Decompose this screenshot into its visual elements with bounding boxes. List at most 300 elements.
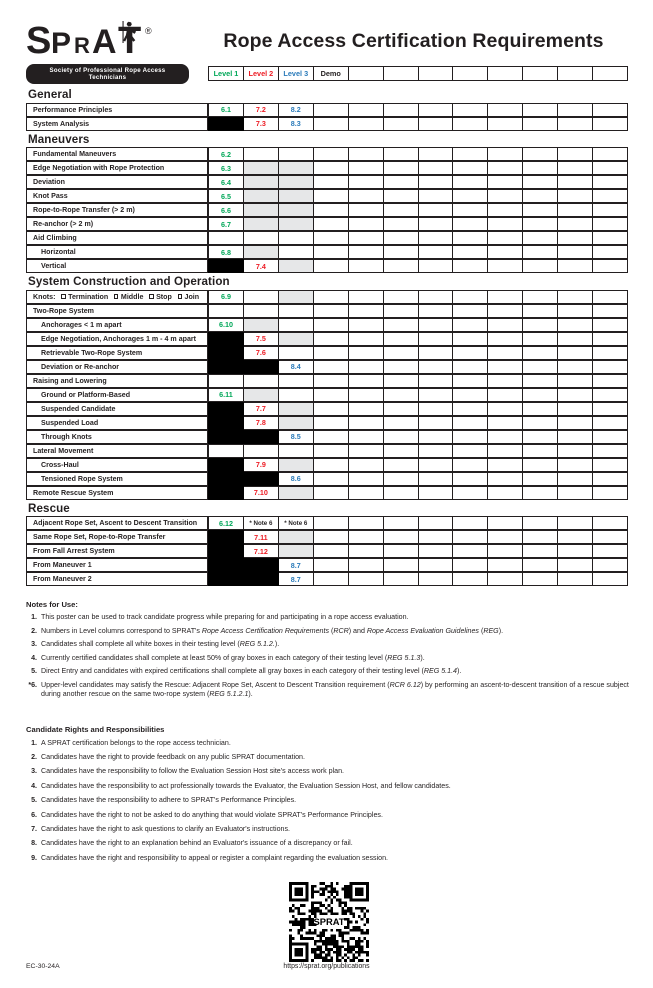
requirement-cell[interactable] <box>488 203 523 217</box>
requirement-cell[interactable] <box>593 516 628 530</box>
requirement-cell[interactable] <box>419 203 454 217</box>
requirement-cell[interactable] <box>314 374 349 388</box>
requirement-cell[interactable] <box>593 402 628 416</box>
requirement-cell[interactable] <box>384 117 419 131</box>
requirement-cell[interactable] <box>208 430 244 444</box>
requirement-cell[interactable] <box>244 486 279 500</box>
requirement-cell[interactable] <box>208 175 244 189</box>
requirement-cell[interactable] <box>244 360 279 374</box>
requirement-cell[interactable] <box>384 290 419 304</box>
requirement-cell[interactable] <box>488 175 523 189</box>
requirement-cell[interactable] <box>558 486 593 500</box>
requirement-cell[interactable] <box>384 458 419 472</box>
requirement-cell[interactable] <box>558 147 593 161</box>
requirement-cell[interactable] <box>558 458 593 472</box>
requirement-cell[interactable] <box>208 374 244 388</box>
column-header-blank-11[interactable] <box>593 66 628 81</box>
requirement-cell[interactable] <box>314 103 349 117</box>
requirement-cell[interactable] <box>558 572 593 586</box>
requirement-cell[interactable] <box>488 217 523 231</box>
requirement-cell[interactable] <box>349 304 384 318</box>
requirement-cell[interactable] <box>593 416 628 430</box>
requirement-cell[interactable] <box>558 430 593 444</box>
requirement-cell[interactable] <box>523 572 558 586</box>
requirement-cell[interactable] <box>208 472 244 486</box>
requirement-cell[interactable] <box>593 231 628 245</box>
requirement-cell[interactable] <box>314 544 349 558</box>
requirement-cell[interactable] <box>523 416 558 430</box>
requirement-cell[interactable] <box>244 516 279 530</box>
requirement-cell[interactable] <box>314 161 349 175</box>
requirement-cell[interactable] <box>314 189 349 203</box>
requirement-cell[interactable] <box>593 444 628 458</box>
requirement-cell[interactable] <box>208 245 244 259</box>
requirement-cell[interactable] <box>453 332 488 346</box>
requirement-cell[interactable] <box>279 259 314 273</box>
requirement-cell[interactable] <box>488 245 523 259</box>
requirement-cell[interactable] <box>384 486 419 500</box>
requirement-cell[interactable] <box>279 117 314 131</box>
requirement-cell[interactable] <box>593 558 628 572</box>
requirement-cell[interactable] <box>419 486 454 500</box>
requirement-cell[interactable] <box>488 147 523 161</box>
requirement-cell[interactable] <box>349 360 384 374</box>
requirement-cell[interactable] <box>453 486 488 500</box>
requirement-cell[interactable] <box>208 530 244 544</box>
requirement-cell[interactable] <box>558 332 593 346</box>
requirement-cell[interactable] <box>453 444 488 458</box>
requirement-cell[interactable] <box>384 402 419 416</box>
requirement-cell[interactable] <box>523 304 558 318</box>
column-header-level-3[interactable] <box>279 66 314 81</box>
requirement-cell[interactable] <box>208 544 244 558</box>
requirement-cell[interactable] <box>419 189 454 203</box>
requirement-cell[interactable] <box>244 231 279 245</box>
requirement-cell[interactable] <box>244 304 279 318</box>
requirement-cell[interactable] <box>488 346 523 360</box>
requirement-cell[interactable] <box>384 558 419 572</box>
requirement-cell[interactable] <box>488 458 523 472</box>
requirement-cell[interactable] <box>488 416 523 430</box>
requirement-cell[interactable] <box>208 572 244 586</box>
requirement-cell[interactable] <box>453 203 488 217</box>
requirement-cell[interactable] <box>349 572 384 586</box>
requirement-cell[interactable] <box>208 231 244 245</box>
requirement-cell[interactable] <box>349 117 384 131</box>
requirement-cell[interactable] <box>349 430 384 444</box>
requirement-cell[interactable] <box>419 161 454 175</box>
requirement-cell[interactable] <box>244 175 279 189</box>
column-header-level-2[interactable] <box>244 66 279 81</box>
requirement-cell[interactable] <box>558 290 593 304</box>
requirement-cell[interactable] <box>208 416 244 430</box>
requirement-cell[interactable] <box>349 161 384 175</box>
qr-code-icon[interactable] <box>289 882 369 962</box>
requirement-cell[interactable] <box>523 290 558 304</box>
requirement-cell[interactable] <box>453 558 488 572</box>
requirement-cell[interactable] <box>523 161 558 175</box>
requirement-cell[interactable] <box>593 217 628 231</box>
requirement-cell[interactable] <box>279 458 314 472</box>
requirement-cell[interactable] <box>593 530 628 544</box>
requirement-cell[interactable] <box>558 360 593 374</box>
column-header-blank-5[interactable] <box>384 66 419 81</box>
requirement-cell[interactable] <box>384 318 419 332</box>
requirement-cell[interactable] <box>453 103 488 117</box>
requirement-cell[interactable] <box>244 332 279 346</box>
requirement-cell[interactable] <box>279 318 314 332</box>
requirement-cell[interactable] <box>349 374 384 388</box>
requirement-cell[interactable] <box>558 245 593 259</box>
requirement-cell[interactable] <box>208 147 244 161</box>
requirement-cell[interactable] <box>453 544 488 558</box>
requirement-cell[interactable] <box>453 231 488 245</box>
requirement-cell[interactable] <box>488 388 523 402</box>
requirement-cell[interactable] <box>488 318 523 332</box>
requirement-cell[interactable] <box>279 332 314 346</box>
requirement-cell[interactable] <box>208 189 244 203</box>
requirement-cell[interactable] <box>384 103 419 117</box>
requirement-cell[interactable] <box>384 245 419 259</box>
requirement-cell[interactable] <box>208 360 244 374</box>
requirement-cell[interactable] <box>488 103 523 117</box>
requirement-cell[interactable] <box>384 572 419 586</box>
requirement-cell[interactable] <box>419 304 454 318</box>
requirement-cell[interactable] <box>488 117 523 131</box>
requirement-cell[interactable] <box>419 231 454 245</box>
requirement-cell[interactable] <box>279 486 314 500</box>
requirement-cell[interactable] <box>244 245 279 259</box>
requirement-cell[interactable] <box>558 472 593 486</box>
requirement-cell[interactable] <box>593 161 628 175</box>
requirement-cell[interactable] <box>208 444 244 458</box>
requirement-cell[interactable] <box>349 147 384 161</box>
requirement-cell[interactable] <box>244 416 279 430</box>
requirement-cell[interactable] <box>314 290 349 304</box>
requirement-cell[interactable] <box>593 290 628 304</box>
checkbox-termination[interactable] <box>61 294 65 298</box>
requirement-cell[interactable] <box>279 388 314 402</box>
requirement-cell[interactable] <box>453 402 488 416</box>
requirement-cell[interactable] <box>314 558 349 572</box>
requirement-cell[interactable] <box>453 572 488 586</box>
requirement-cell[interactable] <box>349 516 384 530</box>
requirement-cell[interactable] <box>384 430 419 444</box>
requirement-cell[interactable] <box>593 360 628 374</box>
requirement-cell[interactable] <box>419 472 454 486</box>
requirement-cell[interactable] <box>349 486 384 500</box>
requirement-cell[interactable] <box>593 346 628 360</box>
requirement-cell[interactable] <box>279 472 314 486</box>
requirement-cell[interactable] <box>593 147 628 161</box>
requirement-cell[interactable] <box>279 189 314 203</box>
requirement-cell[interactable] <box>384 444 419 458</box>
requirement-cell[interactable] <box>558 259 593 273</box>
requirement-cell[interactable] <box>384 203 419 217</box>
requirement-cell[interactable] <box>523 245 558 259</box>
requirement-cell[interactable] <box>488 530 523 544</box>
requirement-cell[interactable] <box>279 430 314 444</box>
requirement-cell[interactable] <box>279 245 314 259</box>
requirement-cell[interactable] <box>244 117 279 131</box>
requirement-cell[interactable] <box>244 558 279 572</box>
requirement-cell[interactable] <box>419 332 454 346</box>
requirement-cell[interactable] <box>488 360 523 374</box>
requirement-cell[interactable] <box>419 318 454 332</box>
requirement-cell[interactable] <box>314 231 349 245</box>
requirement-cell[interactable] <box>279 217 314 231</box>
requirement-cell[interactable] <box>523 203 558 217</box>
requirement-cell[interactable] <box>488 472 523 486</box>
requirement-cell[interactable] <box>349 444 384 458</box>
requirement-cell[interactable] <box>279 572 314 586</box>
requirement-cell[interactable] <box>453 458 488 472</box>
requirement-cell[interactable] <box>244 217 279 231</box>
requirement-cell[interactable] <box>488 516 523 530</box>
requirement-cell[interactable] <box>558 304 593 318</box>
requirement-cell[interactable] <box>453 259 488 273</box>
requirement-cell[interactable] <box>314 472 349 486</box>
requirement-cell[interactable] <box>208 458 244 472</box>
requirement-cell[interactable] <box>488 189 523 203</box>
requirement-cell[interactable] <box>244 147 279 161</box>
requirement-cell[interactable] <box>384 147 419 161</box>
requirement-cell[interactable] <box>419 147 454 161</box>
requirement-cell[interactable] <box>279 544 314 558</box>
requirement-cell[interactable] <box>488 558 523 572</box>
requirement-cell[interactable] <box>488 572 523 586</box>
requirement-cell[interactable] <box>279 416 314 430</box>
requirement-cell[interactable] <box>244 189 279 203</box>
requirement-cell[interactable] <box>593 332 628 346</box>
checkbox-middle[interactable] <box>114 294 118 298</box>
requirement-cell[interactable] <box>314 530 349 544</box>
requirement-cell[interactable] <box>208 103 244 117</box>
requirement-cell[interactable] <box>384 259 419 273</box>
requirement-cell[interactable] <box>558 103 593 117</box>
requirement-cell[interactable] <box>314 203 349 217</box>
requirement-cell[interactable] <box>453 318 488 332</box>
requirement-cell[interactable] <box>244 444 279 458</box>
requirement-cell[interactable] <box>314 402 349 416</box>
requirement-cell[interactable] <box>349 458 384 472</box>
requirement-cell[interactable] <box>453 304 488 318</box>
requirement-cell[interactable] <box>558 231 593 245</box>
requirement-cell[interactable] <box>208 290 244 304</box>
requirement-cell[interactable] <box>349 175 384 189</box>
requirement-cell[interactable] <box>453 245 488 259</box>
requirement-cell[interactable] <box>314 458 349 472</box>
requirement-cell[interactable] <box>558 346 593 360</box>
requirement-cell[interactable] <box>488 544 523 558</box>
requirement-cell[interactable] <box>208 203 244 217</box>
requirement-cell[interactable] <box>419 290 454 304</box>
requirement-cell[interactable] <box>593 103 628 117</box>
requirement-cell[interactable] <box>279 203 314 217</box>
requirement-cell[interactable] <box>523 388 558 402</box>
requirement-cell[interactable] <box>208 558 244 572</box>
requirement-cell[interactable] <box>558 444 593 458</box>
requirement-cell[interactable] <box>384 544 419 558</box>
requirement-cell[interactable] <box>384 189 419 203</box>
requirement-cell[interactable] <box>593 259 628 273</box>
requirement-cell[interactable] <box>314 388 349 402</box>
requirement-cell[interactable] <box>244 259 279 273</box>
requirement-cell[interactable] <box>419 175 454 189</box>
requirement-cell[interactable] <box>349 245 384 259</box>
requirement-cell[interactable] <box>384 530 419 544</box>
requirement-cell[interactable] <box>314 304 349 318</box>
column-header-blank-4[interactable] <box>349 66 384 81</box>
requirement-cell[interactable] <box>349 203 384 217</box>
requirement-cell[interactable] <box>279 147 314 161</box>
requirement-cell[interactable] <box>384 161 419 175</box>
requirement-cell[interactable] <box>523 147 558 161</box>
requirement-cell[interactable] <box>208 388 244 402</box>
requirement-cell[interactable] <box>314 516 349 530</box>
requirement-cell[interactable] <box>453 175 488 189</box>
requirement-cell[interactable] <box>314 245 349 259</box>
requirement-cell[interactable] <box>314 346 349 360</box>
requirement-cell[interactable] <box>523 217 558 231</box>
requirement-cell[interactable] <box>488 374 523 388</box>
requirement-cell[interactable] <box>558 558 593 572</box>
requirement-cell[interactable] <box>349 217 384 231</box>
column-header-level-1[interactable] <box>208 66 244 81</box>
requirement-cell[interactable] <box>593 318 628 332</box>
requirement-cell[interactable] <box>384 332 419 346</box>
requirement-cell[interactable] <box>244 103 279 117</box>
requirement-cell[interactable] <box>523 360 558 374</box>
requirement-cell[interactable] <box>349 388 384 402</box>
requirement-cell[interactable] <box>349 231 384 245</box>
requirement-cell[interactable] <box>419 572 454 586</box>
requirement-cell[interactable] <box>349 346 384 360</box>
requirement-cell[interactable] <box>349 544 384 558</box>
requirement-cell[interactable] <box>244 203 279 217</box>
requirement-cell[interactable] <box>523 558 558 572</box>
requirement-cell[interactable] <box>488 444 523 458</box>
requirement-cell[interactable] <box>558 203 593 217</box>
requirement-cell[interactable] <box>453 516 488 530</box>
requirement-cell[interactable] <box>279 304 314 318</box>
requirement-cell[interactable] <box>593 245 628 259</box>
requirement-cell[interactable] <box>593 189 628 203</box>
requirement-cell[interactable] <box>349 318 384 332</box>
requirement-cell[interactable] <box>349 472 384 486</box>
column-header-demo[interactable] <box>314 66 349 81</box>
requirement-cell[interactable] <box>384 360 419 374</box>
requirement-cell[interactable] <box>244 430 279 444</box>
requirement-cell[interactable] <box>523 175 558 189</box>
requirement-cell[interactable] <box>208 304 244 318</box>
requirement-cell[interactable] <box>279 175 314 189</box>
requirement-cell[interactable] <box>314 147 349 161</box>
requirement-cell[interactable] <box>488 486 523 500</box>
requirement-cell[interactable] <box>523 332 558 346</box>
requirement-cell[interactable] <box>453 161 488 175</box>
requirement-cell[interactable] <box>419 245 454 259</box>
requirement-cell[interactable] <box>244 161 279 175</box>
requirement-cell[interactable] <box>419 402 454 416</box>
requirement-cell[interactable] <box>558 161 593 175</box>
requirement-cell[interactable] <box>244 346 279 360</box>
requirement-cell[interactable] <box>384 374 419 388</box>
requirement-cell[interactable] <box>558 388 593 402</box>
requirement-cell[interactable] <box>208 402 244 416</box>
requirement-cell[interactable] <box>314 217 349 231</box>
requirement-cell[interactable] <box>453 430 488 444</box>
column-header-blank-6[interactable] <box>419 66 454 81</box>
requirement-cell[interactable] <box>349 402 384 416</box>
checkbox-join[interactable] <box>178 294 182 298</box>
requirement-cell[interactable] <box>453 217 488 231</box>
requirement-cell[interactable] <box>419 360 454 374</box>
requirement-cell[interactable] <box>453 472 488 486</box>
requirement-cell[interactable] <box>558 530 593 544</box>
requirement-cell[interactable] <box>523 444 558 458</box>
requirement-cell[interactable] <box>244 472 279 486</box>
requirement-cell[interactable] <box>419 103 454 117</box>
column-header-blank-9[interactable] <box>523 66 558 81</box>
requirement-cell[interactable] <box>349 558 384 572</box>
requirement-cell[interactable] <box>244 290 279 304</box>
requirement-cell[interactable] <box>523 472 558 486</box>
requirement-cell[interactable] <box>244 572 279 586</box>
requirement-cell[interactable] <box>314 175 349 189</box>
requirement-cell[interactable] <box>593 175 628 189</box>
requirement-cell[interactable] <box>558 117 593 131</box>
requirement-cell[interactable] <box>453 290 488 304</box>
requirement-cell[interactable] <box>279 346 314 360</box>
column-header-blank-7[interactable] <box>453 66 488 81</box>
requirement-cell[interactable] <box>558 175 593 189</box>
requirement-cell[interactable] <box>419 544 454 558</box>
requirement-cell[interactable] <box>279 231 314 245</box>
requirement-cell[interactable] <box>593 388 628 402</box>
requirement-cell[interactable] <box>419 346 454 360</box>
requirement-cell[interactable] <box>208 318 244 332</box>
requirement-cell[interactable] <box>279 161 314 175</box>
requirement-cell[interactable] <box>419 388 454 402</box>
requirement-cell[interactable] <box>279 103 314 117</box>
requirement-cell[interactable] <box>488 259 523 273</box>
requirement-cell[interactable] <box>279 402 314 416</box>
requirement-cell[interactable] <box>384 231 419 245</box>
requirement-cell[interactable] <box>558 416 593 430</box>
requirement-cell[interactable] <box>523 318 558 332</box>
requirement-cell[interactable] <box>523 544 558 558</box>
requirement-cell[interactable] <box>453 374 488 388</box>
requirement-cell[interactable] <box>279 530 314 544</box>
requirement-cell[interactable] <box>208 161 244 175</box>
requirement-cell[interactable] <box>593 486 628 500</box>
requirement-cell[interactable] <box>593 304 628 318</box>
requirement-cell[interactable] <box>593 544 628 558</box>
requirement-cell[interactable] <box>384 304 419 318</box>
requirement-cell[interactable] <box>349 416 384 430</box>
requirement-cell[interactable] <box>208 117 244 131</box>
requirement-cell[interactable] <box>314 259 349 273</box>
requirement-cell[interactable] <box>349 103 384 117</box>
requirement-cell[interactable] <box>384 472 419 486</box>
requirement-cell[interactable] <box>314 444 349 458</box>
requirement-cell[interactable] <box>453 388 488 402</box>
column-header-blank-10[interactable] <box>558 66 593 81</box>
requirement-cell[interactable] <box>244 388 279 402</box>
requirement-cell[interactable] <box>349 290 384 304</box>
requirement-cell[interactable] <box>593 203 628 217</box>
